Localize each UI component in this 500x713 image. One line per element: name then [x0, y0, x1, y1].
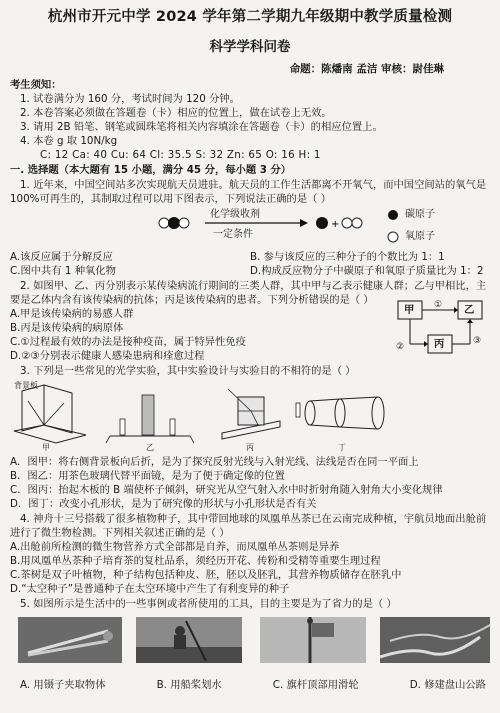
- legend-oxygen: 氧原子: [405, 231, 435, 243]
- section-heading: 一. 选择题（本大题有 15 小题，满分 45 分，每小题 3 分）: [10, 164, 292, 177]
- label-yi: 乙: [464, 304, 475, 317]
- q2-option-c[interactable]: C.①过程最有效的办法是接种疫苗，属于特异性免疫: [10, 336, 246, 349]
- figure-label-bing: 丙: [246, 443, 254, 453]
- q1-option-c[interactable]: C.图中共有 1 种氧化物: [10, 265, 116, 278]
- q4-option-d[interactable]: D.“太空种子”是普通种子在太空环境中产生了有利变异的种子: [10, 583, 290, 596]
- q1-option-a[interactable]: A.该反应属于分解反应: [10, 251, 113, 264]
- q2-option-b[interactable]: B.丙是该传染病的病原体: [10, 322, 124, 335]
- optics-experiments-drawing: [10, 381, 490, 451]
- q3-option-a[interactable]: A．图甲：将右侧背景板向后折，是为了探究反射光线与入射光线、法线是否在同一平面上: [10, 456, 419, 469]
- question-1: [10, 178, 490, 278]
- notice-item: 4. 本卷 g 取 10N/kg: [20, 135, 118, 148]
- q3-option-d[interactable]: D．图丁：改变小孔形状，是为了研究像的形状与小孔形状是否有关: [10, 498, 317, 511]
- q2-option-a[interactable]: A.甲是该传染病的易感人群: [10, 308, 134, 321]
- q5-option-d[interactable]: D. 修建盘山公路: [409, 679, 486, 692]
- authors-line: 命题：陈燔南 孟洁 审核：尉佳琳: [289, 63, 444, 76]
- label-background-board: 背景板: [14, 381, 38, 391]
- q1-option-d[interactable]: D.构成反应物分子中碳原子和氧原子质量比为 1：2: [250, 265, 484, 278]
- notice-heading: 考生须知：: [10, 79, 62, 92]
- question-5-options: [10, 678, 490, 692]
- q1-option-b[interactable]: B. 参与该反应的三种分子的个数比为 1：1: [250, 251, 445, 264]
- q4-option-c[interactable]: C.茶树是双子叶植物，种子结构包括种皮、胚，胚以及胚乳，其营养物质储存在胚乳中: [10, 569, 402, 582]
- question-3: [10, 364, 490, 511]
- figure-label-jia: 甲: [42, 443, 50, 453]
- question-2-stem: 2. 如图甲、乙、丙分别表示某传染病流行期间的三类人群，其中甲与乙表示健康人群；乙与甲相比，主要是乙体内含有该传染病的抗体；丙是该传染病的患者。下列分析错误的是（ ）: [10, 280, 487, 307]
- question-4-stem: 4. 神舟十三号搭载了很多植物种子，其中带回地球的凤凰单丛茶已在云南完成种植，宇航员地面出舱前进行了微生物检测。下列相关叙述正确的是（ ）: [10, 513, 487, 540]
- notice-item: 1. 试卷满分为 160 分，考试时间为 120 分钟。: [20, 93, 240, 106]
- question-5: [10, 597, 490, 692]
- rowing-photo: [136, 617, 242, 663]
- flagpole-photo: [260, 617, 366, 663]
- notice-block: [10, 78, 490, 162]
- question-2-options: [10, 307, 385, 363]
- q4-option-b[interactable]: B.用凤凰单丛茶种子培育茶的复杜品系，须经历开花、传粉和受精等重要生理过程: [10, 555, 381, 568]
- question-2: [10, 279, 490, 363]
- notice-item: 2. 本卷答案必须做在答题卷（卡）相应的位置上，做在试卷上无效。: [20, 107, 332, 120]
- label-arrow-1: ①: [434, 300, 443, 311]
- page-subtitle: 科学学科问卷: [209, 38, 291, 55]
- question-4: [10, 512, 490, 596]
- q5-option-c[interactable]: C. 旗杆顶部用滑轮: [272, 679, 359, 692]
- figure-label-yi: 乙: [146, 443, 154, 453]
- q3-option-c[interactable]: C．图丙：抬起木板的 B 端使杯子倾斜，研究光从空气射入水中时折射角随入射角大小变化规律: [10, 484, 443, 497]
- q5-option-b[interactable]: B. 用船桨划水: [156, 679, 222, 692]
- question-1-options-row: [10, 264, 490, 278]
- question-1-options-row: [10, 250, 490, 264]
- reaction-diagram: [150, 206, 470, 250]
- legend-carbon: 碳原子: [405, 209, 435, 221]
- mountain-road-photo: [380, 617, 490, 663]
- question-5-stem: 5. 如图所示是生活中的一些事例或者所使用的工具，目的主要是为了省力的是（ ）: [20, 598, 397, 611]
- question-3-stem: 3. 下列是一些常见的光学实验，其中实验设计与实验目的不相符的是（ ）: [20, 365, 356, 378]
- tweezers-photo: [18, 617, 122, 663]
- figure-label-ding: 丁: [338, 443, 346, 453]
- tools-photos: [10, 617, 490, 677]
- population-diagram: [394, 299, 486, 357]
- optics-experiments-figure: [10, 381, 490, 455]
- atomic-masses: C: 12 Ca: 40 Cu: 64 Cl: 35.5 S: 32 Zn: 65 O: 16 H: 1: [40, 149, 321, 162]
- label-jia: 甲: [404, 304, 415, 317]
- q5-option-a[interactable]: A. 用镊子夹取物体: [20, 679, 106, 692]
- q3-option-b[interactable]: B．图乙：用茶色玻璃代替平面镜，是为了便于确定像的位置: [10, 470, 285, 483]
- reaction-condition-bottom: 一定条件: [213, 229, 253, 241]
- svg-text:+: +: [331, 219, 340, 231]
- notice-item: 3. 请用 2B 铅笔、钢笔或圆珠笔将相关内容填涂在答题卷（卡）的相应位置上。: [20, 121, 383, 134]
- page-title: 杭州市开元中学 2024 学年第二学期九年级期中教学质量检测: [47, 9, 453, 25]
- label-arrow-2: ②: [396, 342, 405, 353]
- q2-option-d[interactable]: D.②③分别表示健康人感染患病和痊愈过程: [10, 350, 205, 363]
- reaction-condition-top: 化学级收剂: [210, 209, 260, 221]
- label-bing: 丙: [434, 338, 445, 351]
- question-1-stem: 1. 近年来，中国空间站多次实现航天员进驻。航天员的工作生活都离不开氧气，而中国空间站的氧气是 100%可再生的，其制取过程可以用下图表示，下列说法正确的是（ ）: [10, 179, 487, 206]
- q4-option-a[interactable]: A.出舱前所检测的微生物营养方式全部都是自养，而凤凰单丛茶则是异养: [10, 541, 340, 554]
- label-arrow-3: ③: [473, 336, 482, 347]
